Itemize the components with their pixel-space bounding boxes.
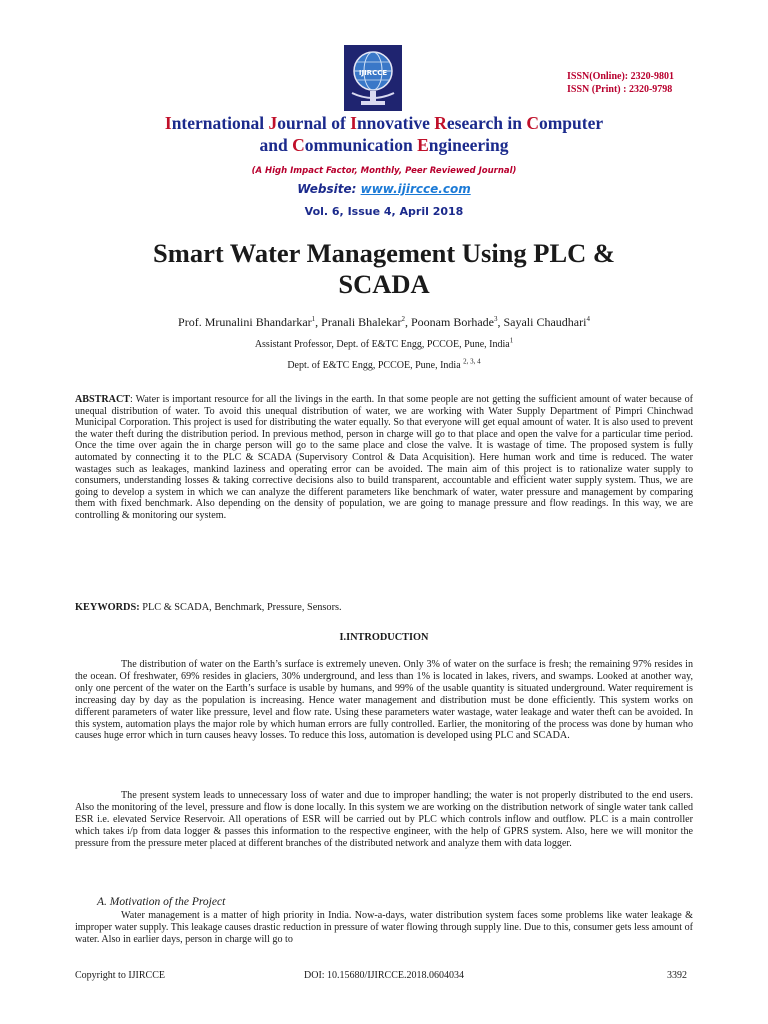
issn-online: ISSN(Online): 2320-9801	[567, 71, 674, 82]
journal-title-word: Computer	[526, 113, 604, 133]
motivation-paragraph	[75, 910, 693, 946]
intro-paragraph-1-text: The distribution of water on the Earth’s surface is extremely uneven. Only 3% of water on the surface is fresh; the remaining 97% resides in the ocean. Of freshwater, 69% resides in glaciers, 30% underground, and less than 1% is located in lakes, rivers, and swamps. Looked at another way, only one percent of the water on the Earth’s surface is usable by humans, and 99% of the usable quantity is situated underground. Water requirement is increasing day by day as the population is increasing. Hence water management and distribution must be done efficiently. This system works on different parameters of water like pressure, level and flow rate. Using these parameters water wastage, water leakage and water theft can be avoided. In this system, automation plays the major role by which human errors are fully controlled. Earlier, the monitoring of the process was done by human who causes huge error which in turn causes heavy losses. To reduce this loss, automation is developed using PLC and SCADA.	[75, 659, 693, 742]
author-name: Sayali Chaudhari	[503, 315, 587, 329]
keywords	[75, 602, 693, 613]
subsection-heading-motivation: A. Motivation of the Project	[97, 896, 226, 908]
keywords-text: PLC & SCADA, Benchmark, Pressure, Sensors.	[142, 602, 342, 613]
journal-title-word: Communication	[292, 135, 413, 155]
journal-title-word: Engineering	[417, 135, 509, 155]
journal-title-word: in	[507, 113, 522, 133]
author-list: Prof. Mrunalini Bhandarkar$^1$, Pranali Bhalekar$^2$, Poonam Borhade$^3$, Sayali Chaudhari$^4$	[178, 315, 590, 329]
journal-tagline: (A High Impact Factor, Monthly, Peer Reviewed Journal)	[251, 166, 517, 176]
footer-page-number: 3392	[667, 970, 687, 981]
issn-block	[567, 70, 674, 96]
website-label: Website:	[297, 182, 357, 196]
journal-website	[0, 182, 768, 196]
author-affiliation-marker: 2	[401, 315, 405, 323]
abstract-text: : Water is important resource for all the livings in the earth. In that some people are not getting the sufficient amount of water because of unequal distribution of water. To avoid this unequal distribution of water, we are working with Water Supply Department of Pimpri Chinchwad Municipal Corporation. This project is used for distributing the water equally. So that everyone will get equal amount of water. It is also used to prevent the water theft during the distribution period. In previous method, person in charge will go to that place and open the valve for a particular time period. Once the time over again the in charge person will go to the same place and close the valve. It is wastage of time. The proposed system is fully automated by connecting it to the PLC & SCADA (Supervisory Control & Data Acquisition). Here human work and time is reduced. The water wastages such as leakages, mankind laziness and operating error can be avoided. The main aim of this project is to rationalize water supply to consumers, understanding losses & taking corrective decisions also to build transparent, accountable and efficient water supply system. Thus, we are going to develop a system in which we can analyze the different parameters like benchmark of water, water pressure and management by comparing them with fixed benchmark. Also depending on the density of population, we are going to manage pressure and flow readings. In this way, we are controlling & monitoring our system.	[75, 394, 693, 521]
author-affiliation-marker: 4	[586, 315, 590, 323]
journal-title-word: Journal	[268, 113, 327, 133]
keywords-label: KEYWORDS:	[75, 602, 140, 613]
footer-doi: DOI: 10.15680/IJIRCCE.2018.0604034	[304, 970, 464, 981]
author-name: Pranali Bhalekar	[321, 315, 402, 329]
logo-text: IJIRCCE	[358, 69, 388, 77]
abstract-label: ABSTRACT	[75, 394, 130, 405]
author-name: Prof. Mrunalini Bhandarkar	[178, 315, 312, 329]
journal-title-line2	[0, 134, 768, 156]
author-affiliation-marker: 1	[311, 315, 316, 323]
paper-title	[0, 238, 768, 300]
affiliation-2-text: Dept. of E&TC Engg, PCCOE, Pune, India	[287, 360, 461, 371]
affiliation-1-text: Assistant Professor, Dept. of E&TC Engg, PCCOE, Pune, India	[254, 339, 510, 350]
volume-issue: Vol. 6, Issue 4, April 2018	[304, 205, 464, 218]
intro-paragraph-2	[75, 790, 693, 850]
affiliation-1-sup: 1	[509, 336, 514, 345]
journal-title-word: International	[164, 113, 265, 133]
journal-title-word: Research	[434, 113, 503, 133]
journal-title-word: of	[331, 113, 346, 133]
abstract	[75, 394, 693, 522]
author-affiliation-marker: 3	[493, 315, 498, 323]
journal-title-line1	[0, 112, 768, 134]
affiliation-1	[0, 336, 768, 350]
journal-title-word: and	[259, 135, 288, 155]
affiliation-2	[0, 357, 768, 371]
paper-title-line2: SCADA	[338, 269, 430, 299]
motivation-paragraph-text: Water management is a matter of high priority in India. Now-a-days, water distribution system faces some problems like water leakage & improper water supply. This leakage causes drastic reduction in pressure of water flowing through supply line. Due to this, consumer gets less amount of water. Also in earlier days, person in charge will go to	[75, 910, 693, 945]
section-heading-introduction: I.INTRODUCTION	[339, 632, 429, 643]
affiliation-2-sup: 2, 3, 4	[463, 357, 481, 366]
footer-copyright: Copyright to IJIRCCE	[75, 970, 166, 981]
paper-title-line1: Smart Water Management Using PLC &	[153, 238, 615, 268]
author-name: Poonam Borhade	[410, 315, 494, 329]
intro-paragraph-2-text: The present system leads to unnecessary loss of water and due to improper handling; the water is not properly distributed to the end users. Also the monitoring of the level, pressure and flow is done locally. In this system we are working on the distribution network of single water tank called ESR i.e. elevated Service Reservoir. All operations of ESR will be carried out by PLC which controls inflow and outflow. PLC is a main controller which takes i/p from data logger & passes this information to the respective engineer, with the help of GPRS system. Also, here we will monitor the pressure from the pressure meter placed at different branches of the distributed network and analyze them with data logger.	[75, 790, 693, 849]
issn-print: ISSN (Print) : 2320-9798	[567, 84, 673, 95]
journal-title	[0, 112, 768, 156]
website-link[interactable]: www.ijircce.com	[360, 182, 471, 196]
journal-logo	[344, 45, 402, 111]
journal-title-word: Innovative	[350, 113, 430, 133]
intro-paragraph-1	[75, 659, 693, 742]
